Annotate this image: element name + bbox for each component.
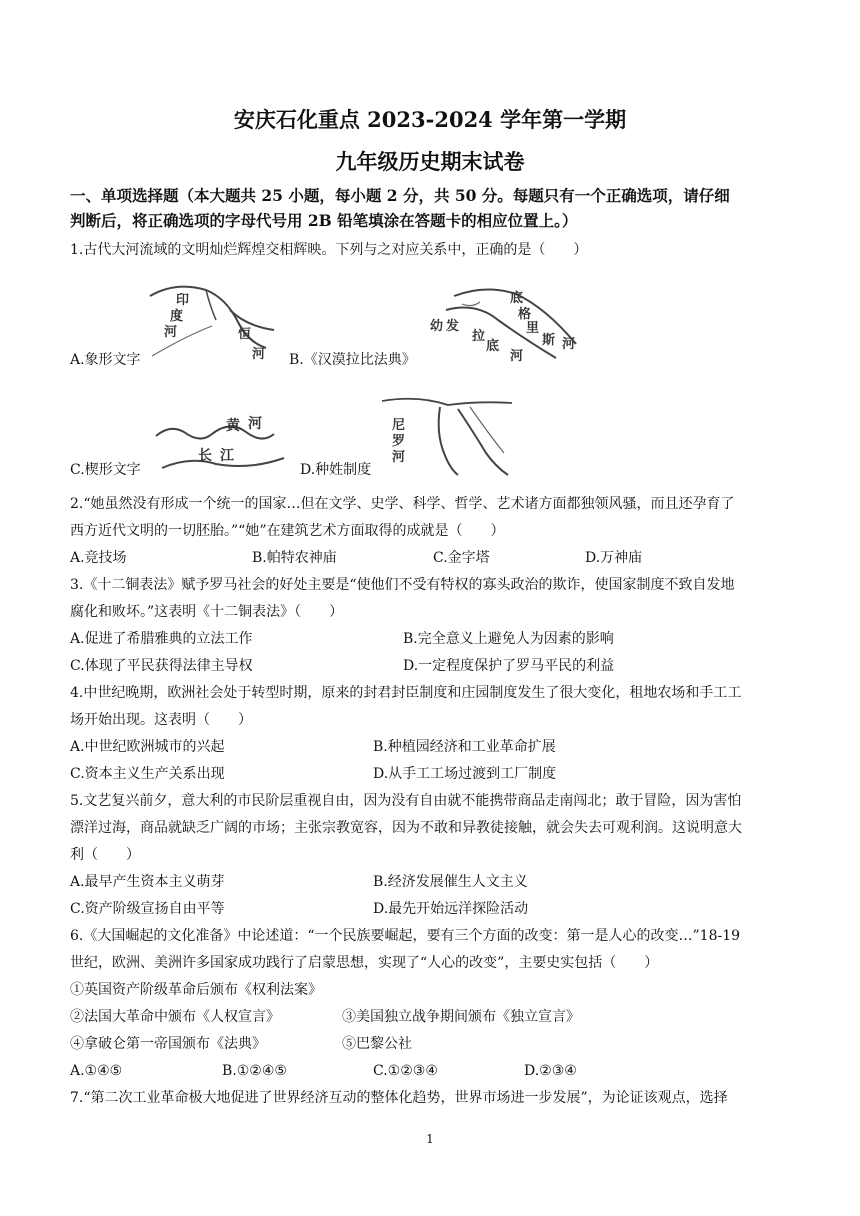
map-d-label-1: 尼 (392, 418, 406, 433)
q4-stem-line1: 4.中世纪晚期，欧洲社会处于转型时期，原来的封君封臣制度和庄园制度发生了很大变化，租地农场和手工工 (70, 685, 742, 701)
map-b-label-5: 河 (562, 337, 576, 352)
map-b-label-4: 斯 (542, 333, 556, 348)
section-heading-line1: 一、单项选择题（本大题共 25 小题，每小题 2 分，共 50 分。每题只有一个正确选项，请仔细 (70, 186, 730, 205)
map-b-label-8: 拉 (472, 329, 486, 344)
q3-option-c: C.体现了平民获得法律主导权 (70, 658, 253, 674)
q3-stem-line1: 3.《十二铜表法》赋予罗马社会的好处主要是“使他们不受有特权的寡头政治的欺诈，使国家制度不致自发地 (70, 577, 735, 593)
map-b-label-2: 格 (518, 307, 532, 322)
q6-item-3: ③美国独立战争期间颁布《独立宣言》 (342, 1009, 580, 1025)
q6-stem-line1: 6.《大国崛起的文化准备》中论述道：“一个民族要崛起，要有三个方面的改变：第一是人心的改变…”18-19 (70, 928, 741, 944)
q2-stem-line2: 西方近代文明的一切胚胎。”“她”在建筑艺术方面取得的成就是（ ） (70, 523, 505, 539)
q5-stem-line1: 5.文艺复兴前夕，意大利的市民阶层重视自由，因为没有自由就不能携带商品走南闯北；敢于冒险，因为害怕 (70, 793, 742, 809)
map-b-label-10: 河 (510, 349, 524, 364)
map-b-label-9: 底 (486, 339, 500, 354)
q5-option-c: C.资产阶级宣扬自由平等 (70, 901, 225, 917)
q5-option-b: B.经济发展催生人文主义 (373, 874, 528, 890)
exam-title: 安庆石化重点 2023-2024 学年第一学期 (233, 107, 627, 132)
map-c-label-2: 河 (248, 416, 262, 432)
q1-option-d: D.种姓制度 (300, 462, 372, 478)
q1-map-egypt (378, 393, 516, 477)
q6-stem-line2: 世纪，欧洲、美洲许多国家成功践行了启蒙思想，实现了“人心的改变”，主要史实包括（ ） (70, 955, 659, 971)
q4-stem-line2: 场开始出现。这表明（ ） (70, 712, 252, 728)
map-b-label-6: 幼 (430, 319, 444, 334)
map-d-label-3: 河 (392, 450, 406, 465)
map-a-label-1: 印 (176, 293, 190, 308)
map-b-label-3: 里 (526, 321, 540, 336)
q7-stem-line1: 7.“第二次工业革命极大地促进了世界经济互动的整体化趋势，世界市场进一步发展”，为论证该观点，选择 (70, 1090, 728, 1106)
q4-option-c: C.资本主义生产关系出现 (70, 766, 225, 782)
map-a-label-3: 河 (164, 325, 178, 340)
section-heading-line2: 判断后，将正确选项的字母代号用 2B 铅笔填涂在答题卡的相应位置上。） (70, 211, 578, 230)
q6-option-a: A.①④⑤ (70, 1063, 123, 1079)
q2-option-a: A.竞技场 (70, 550, 127, 566)
page-number: 1 (426, 1132, 434, 1146)
q3-option-a: A.促进了希腊雅典的立法工作 (70, 631, 253, 647)
q1-option-b: B.《汉漠拉比法典》 (289, 352, 416, 368)
map-b-label-1: 底 (510, 291, 524, 306)
map-a-label-2: 度 (170, 309, 184, 324)
map-d-label-2: 罗 (392, 434, 406, 449)
q5-option-a: A.最早产生资本主义萌芽 (70, 874, 225, 890)
q2-option-d: D.万神庙 (585, 550, 643, 566)
q2-option-c: C.金字塔 (433, 550, 490, 566)
q4-option-b: B.种植园经济和工业革命扩展 (373, 739, 556, 755)
q6-option-b: B.①②④⑤ (222, 1063, 287, 1079)
map-a-label-4: 恒 (238, 327, 252, 342)
q5-stem-line3: 利（ ） (70, 847, 140, 863)
q1-option-a: A.象形文字 (70, 352, 141, 368)
map-a-label-5: 河 (252, 347, 266, 362)
q1-map-india (146, 276, 284, 366)
q2-option-b: B.帕特农神庙 (252, 550, 337, 566)
q1-option-c: C.楔形文字 (70, 462, 141, 478)
q4-option-d: D.从手工工场过渡到工厂制度 (373, 766, 557, 782)
q6-item-4: ④拿破仑第一帝国颁布《法典》 (70, 1036, 266, 1052)
q6-item-2: ②法国大革命中颁布《人权宣言》 (70, 1009, 280, 1025)
q1-map-china (150, 410, 290, 474)
q6-item-5: ⑤巴黎公社 (342, 1036, 412, 1052)
map-c-label-4: 江 (220, 448, 234, 464)
exam-subtitle: 九年级历史期末试卷 (335, 149, 525, 174)
q6-option-d: D.②③④ (524, 1063, 577, 1079)
map-b-label-7: 发 (446, 319, 460, 334)
map-c-label-1: 黄 (226, 418, 240, 434)
q3-stem-line2: 腐化和败坏。”这表明《十二铜表法》（ ） (70, 604, 344, 620)
q5-stem-line2: 漂洋过海，商品就缺乏广阔的市场；主张宗教宽容，因为不敢和异教徒接触，就会失去可观利润。这说明意大 (70, 820, 742, 836)
q6-option-c: C.①②③④ (373, 1063, 438, 1079)
q6-item-1: ①英国资产阶级革命后颁布《权利法案》 (70, 982, 322, 998)
q5-option-d: D.最先开始远洋探险活动 (373, 901, 529, 917)
q3-option-b: B.完全意义上避免人为因素的影响 (403, 631, 614, 647)
q3-option-d: D.一定程度保护了罗马平民的利益 (403, 658, 615, 674)
q1-map-mesopotamia (426, 280, 586, 372)
q4-option-a: A.中世纪欧洲城市的兴起 (70, 739, 225, 755)
q1-stem: 1.古代大河流域的文明灿烂辉煌交相辉映。下列与之对应关系中，正确的是（ ） (70, 242, 588, 258)
q2-stem-line1: 2.“她虽然没有形成一个统一的国家…但在文学、史学、科学、哲学、艺术诸方面都独领风骚，而且还孕育了 (70, 496, 735, 512)
map-c-label-3: 长 (198, 448, 212, 464)
